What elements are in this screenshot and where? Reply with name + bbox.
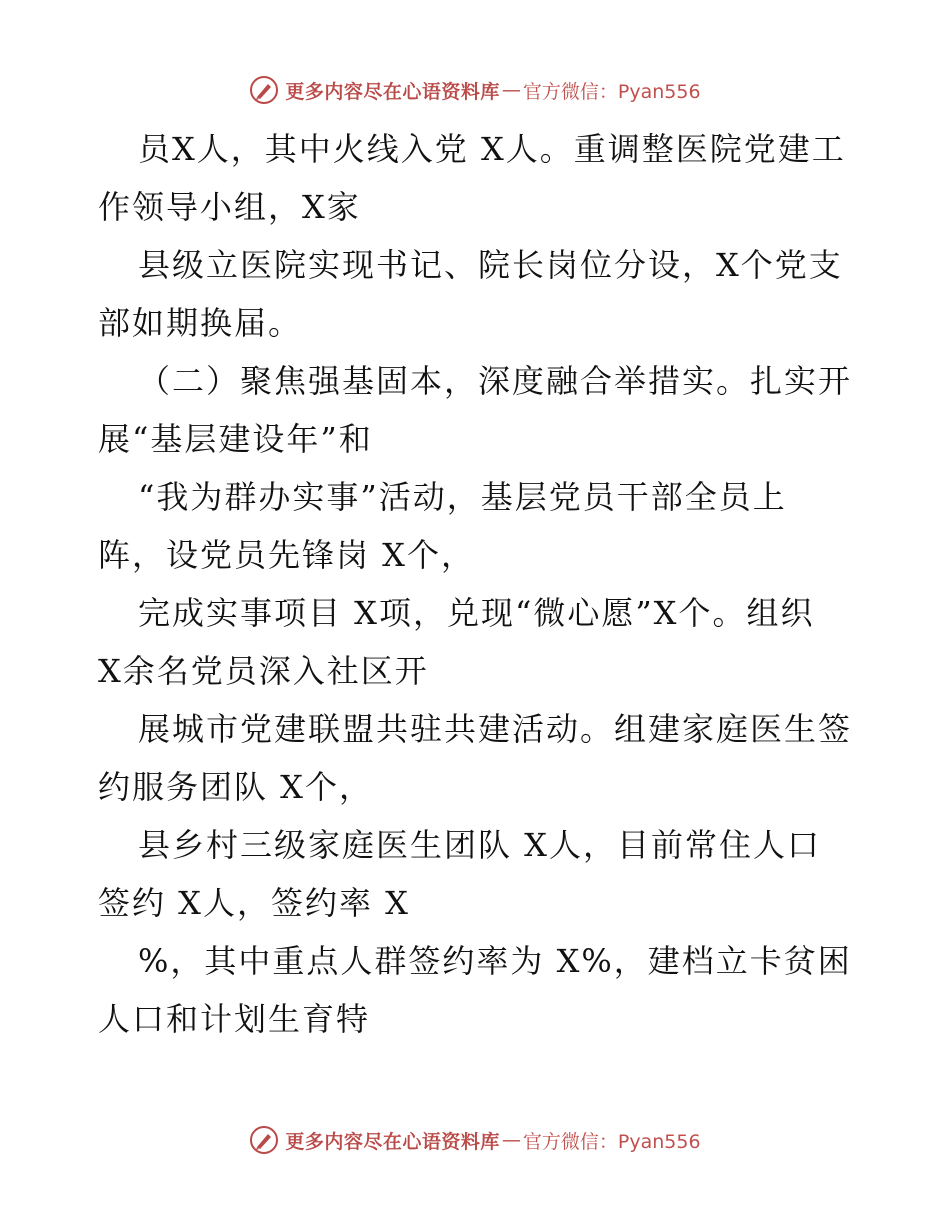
header-banner-separator: — [501,79,521,101]
body-line: 县级立医院实现书记、院长岗位分设，X个党支 [138,246,843,284]
body-line: 完成实事项目 X项，兑现“微心愿”X个。组织 [138,594,815,632]
header-banner-text: 更多内容尽在心语资料库 [285,80,500,103]
body-line: 员X人，其中火线入党 X人。重调整医院党建工 [138,130,846,168]
body-line: 约服务团队 X个， [98,768,373,806]
body-line: 作领导小组，X家 [98,188,361,226]
body-line: 签约 X人，签约率 X [98,884,410,922]
header-banner-wechat: 官方微信：Pyan556 [522,80,701,103]
body-line: 展“基层建设年”和 [98,420,373,458]
body-line: X余名党员深入社区开 [98,652,429,690]
pen-logo-icon [249,1125,279,1155]
footer-banner-text: 更多内容尽在心语资料库 [285,1130,500,1153]
footer-banner [0,1120,950,1160]
body-line: 人口和计划生育特 [98,1000,371,1038]
body-line: （二）聚焦强基固本，深度融合举措实。扎实开 [138,362,853,400]
body-line: 县乡村三级家庭医生团队 X人，目前常住人口 [138,826,821,864]
body-line: 阵，设党员先锋岗 X个， [98,536,475,574]
body-line: 展城市党建联盟共驻共建活动。组建家庭医生签 [138,710,853,748]
pen-logo-icon [249,75,279,105]
body-line: 部如期换届。 [98,304,303,342]
footer-banner-wechat: 官方微信：Pyan556 [522,1130,701,1153]
body-line: “我为群办实事”活动，基层党员干部全员上 [138,478,787,516]
footer-banner-separator: — [501,1129,521,1151]
header-banner [0,70,950,110]
body-line: %，其中重点人群签约率为 X%，建档立卡贫困 [138,942,852,980]
